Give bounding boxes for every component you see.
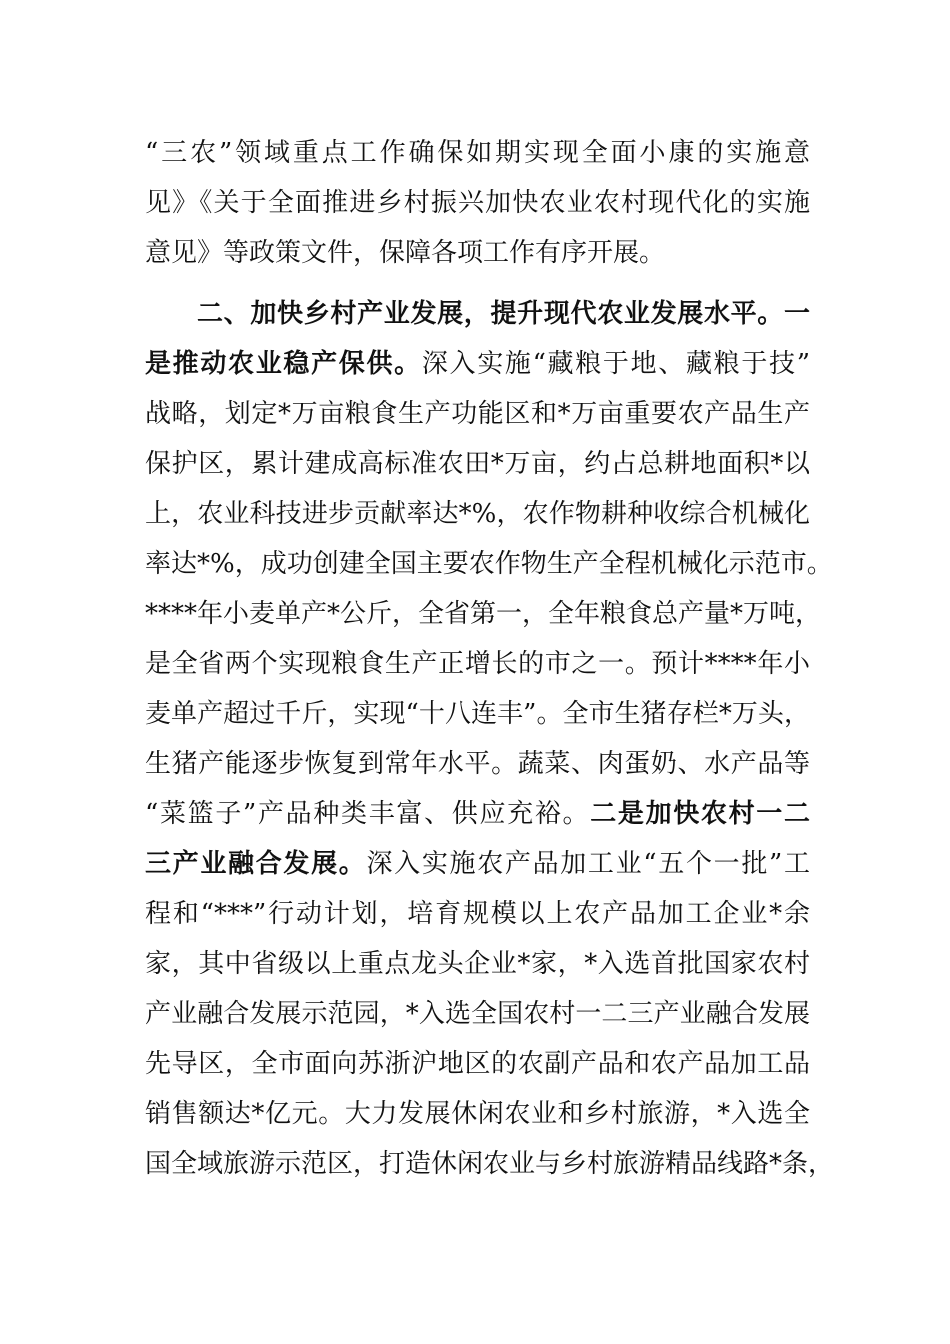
paragraph-line: 家，其中省级以上重点龙头企业*家，*入选首批国家农村 — [145, 949, 810, 979]
paragraph-line: 上，农业科技进步贡献率达*%，农作物耕种收综合机械化 — [145, 499, 810, 529]
paragraph-text: 深入实施农产品加工业“五个一批”工 — [366, 849, 810, 879]
paragraph-line: 是全省两个实现粮食生产正增长的市之一。预计****年小 — [145, 649, 810, 679]
paragraph-line — [145, 839, 810, 889]
paragraph-line: 国全域旅游示范区，打造休闲农业与乡村旅游精品线路*条， — [145, 1149, 835, 1179]
paragraph-line: 战略，划定*万亩粮食生产功能区和*万亩重要农产品生产 — [145, 399, 810, 429]
paragraph-gap — [145, 278, 810, 289]
paragraph-line: 麦单产超过千斤，实现“十八连丰”。全市生猪存栏*万头， — [145, 699, 810, 729]
section-heading-line — [145, 289, 810, 339]
body-text — [145, 128, 835, 1189]
paragraph-line: 率达*%，成功创建全国主要农作物生产全程机械化示范市。 — [145, 549, 833, 579]
subheading-inline: 是推动农业稳产保供。 — [145, 349, 422, 379]
paragraph-line: 产业融合发展示范园，*入选全国农村一二三产业融合发展 — [145, 999, 810, 1029]
paragraph-line: ****年小麦单产*公斤，全省第一，全年粮食总产量*万吨， — [145, 599, 822, 629]
section-heading: 二、加快乡村产业发展，提升现代农业发展水平。一 — [197, 299, 810, 329]
paragraph-text: “菜篮子”产品种类丰富、供应充裕。 — [145, 799, 591, 829]
paragraph-line: “三农”领域重点工作确保如期实现全面小康的实施意 — [145, 138, 810, 168]
subheading-inline: 二是加快农村一二 — [590, 799, 810, 829]
paragraph-line: 销售额达*亿元。大力发展休闲农业和乡村旅游，*入选全 — [145, 1099, 810, 1129]
paragraph-line: 先导区，全市面向苏浙沪地区的农副产品和农产品加工品 — [145, 1049, 810, 1079]
paragraph-line: 程和“***”行动计划，培育规模以上农产品加工企业*余 — [145, 899, 810, 929]
paragraph-line — [145, 339, 810, 389]
paragraph-line: 生猪产能逐步恢复到常年水平。蔬菜、肉蛋奶、水产品等 — [145, 749, 810, 779]
paragraph-line — [145, 789, 810, 839]
subheading-inline: 三产业融合发展。 — [145, 849, 367, 879]
paragraph-text: 深入实施“藏粮于地、藏粮于技” — [421, 349, 810, 379]
paragraph-line: 保护区，累计建成高标准农田*万亩，约占总耕地面积*以 — [145, 449, 810, 479]
paragraph-line: 意见》等政策文件，保障各项工作有序开展。 — [145, 238, 666, 268]
paragraph-line: 见》《关于全面推进乡村振兴加快农业农村现代化的实施 — [145, 188, 810, 218]
